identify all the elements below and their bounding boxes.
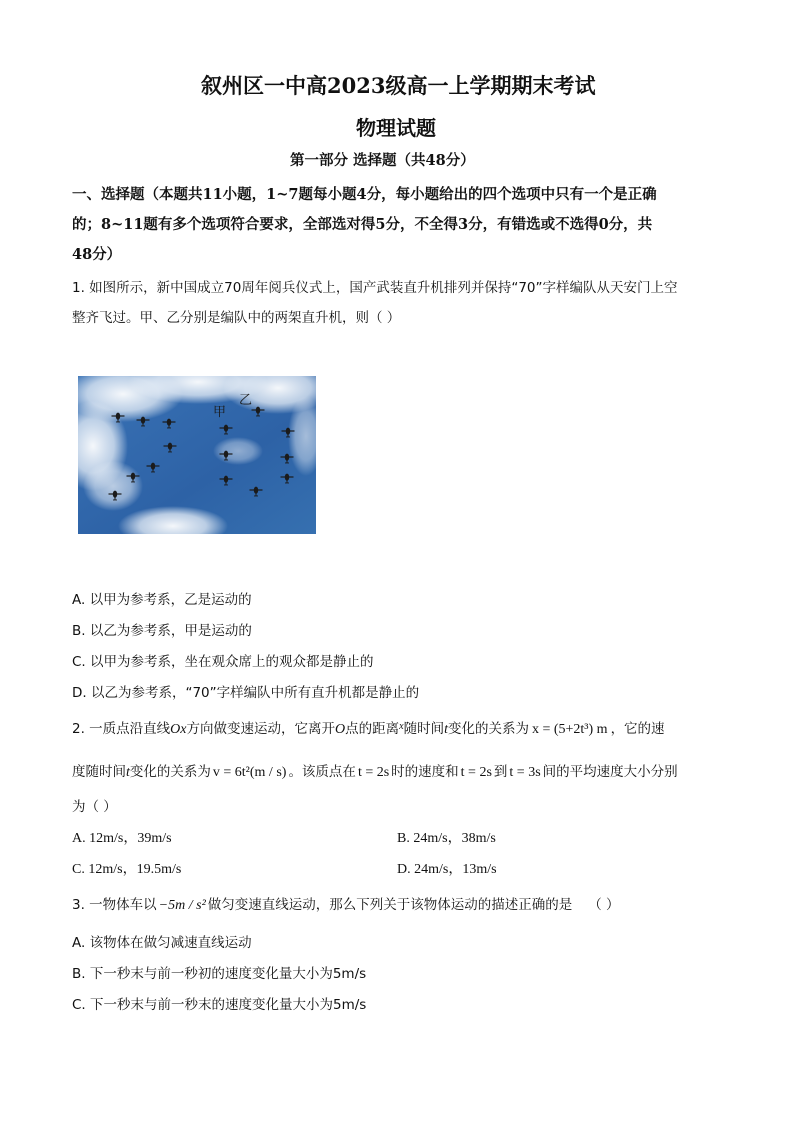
q2-time: t = 3s bbox=[509, 765, 541, 780]
q2-point: O bbox=[335, 722, 346, 737]
q3-stem bbox=[72, 893, 620, 914]
label-yi: 乙 bbox=[239, 393, 253, 408]
q3-option-c: C. 下一秒末与前一秒末的速度变化量大小为5m/s bbox=[72, 997, 367, 1013]
q3-option-b: B. 下一秒末与前一秒初的速度变化量大小为5m/s bbox=[72, 966, 367, 982]
q3-text: 做匀变速直线运动，那么下列关于该物体运动的描述正确的是 bbox=[207, 897, 573, 913]
q2-text: 时的速度和 bbox=[391, 764, 459, 780]
q2-option-b: B. 24m/s，38m/s bbox=[397, 831, 496, 846]
subject-title: 物理试题 bbox=[356, 116, 436, 140]
q2-text: 点的距离 bbox=[345, 721, 400, 737]
section-instruction-line2: 的；8~11题有多个选项符合要求，全部选对得5分，不全得3分，有错选或不选得0分，共 bbox=[72, 216, 653, 233]
q2-text: 到 bbox=[493, 764, 508, 780]
q2-axis: Ox bbox=[170, 722, 187, 737]
q1-stem-line2: 整齐飞过。甲、乙分别是编队中的两架直升机，则（ ） bbox=[72, 310, 401, 326]
q2-formula-x: x = (5+2t³) m bbox=[531, 722, 608, 737]
q3-answer-bracket: （ ） bbox=[588, 897, 620, 913]
q2-text: 变化的关系为 bbox=[129, 764, 211, 780]
q3-option-a: A. 该物体在做匀减速直线运动 bbox=[72, 935, 252, 951]
label-jia: 甲 bbox=[213, 405, 227, 420]
q3-text: 3. 一物体车以 bbox=[72, 897, 157, 913]
q2-text: 度随时间 bbox=[72, 764, 126, 780]
section-instruction-line3: 48分） bbox=[72, 246, 122, 263]
q2-time: t = 2s bbox=[357, 765, 390, 780]
q2-var: t bbox=[126, 765, 130, 780]
q2-option-d: D. 24m/s，13m/s bbox=[397, 862, 497, 877]
q2-stem-line2 bbox=[72, 760, 678, 781]
q1-option-d: D. 以乙为参考系，“70”字样编队中所有直升机都是静止的 bbox=[72, 685, 420, 701]
q2-text: 变化的关系为 bbox=[447, 721, 529, 737]
q2-text: 随时间 bbox=[403, 721, 445, 737]
q1-option-c: C. 以甲为参考系，坐在观众席上的观众都是静止的 bbox=[72, 654, 374, 670]
q2-var: x bbox=[399, 721, 404, 732]
q2-option-c: C. 12m/s，19.5m/s bbox=[72, 862, 182, 877]
section-instruction-line1: 一、选择题（本题共11小题，1~7题每小题4分，每小题给出的四个选项中只有一个是正确 bbox=[72, 186, 657, 203]
part-heading: 第一部分 选择题（共48分） bbox=[290, 152, 475, 169]
q2-stem-line3: 为（ ） bbox=[72, 799, 117, 815]
q2-var: t bbox=[444, 722, 448, 737]
q2-text: 。该质点在 bbox=[288, 764, 356, 780]
q1-option-a: A. 以甲为参考系，乙是运动的 bbox=[72, 592, 252, 608]
q2-stem-line1 bbox=[72, 717, 665, 738]
q2-text: 方向做变速运动，它离开 bbox=[186, 721, 335, 737]
q1-option-b: B. 以乙为参考系，甲是运动的 bbox=[72, 623, 252, 639]
q1-parade-photo bbox=[78, 376, 316, 534]
q2-text: ，它的速 bbox=[610, 721, 665, 737]
q2-time: t = 2s bbox=[460, 765, 492, 780]
q2-text: 间的平均速度大小分别 bbox=[542, 764, 678, 780]
exam-title: 叙州区一中高2023级高一上学期期末考试 bbox=[201, 73, 596, 98]
q2-formula-v: v = 6t²(m / s) bbox=[212, 765, 287, 780]
q3-acceleration: −5m / s² bbox=[158, 898, 206, 913]
q2-option-a: A. 12m/s，39m/s bbox=[72, 831, 172, 846]
q2-text: 2. 一质点沿直线 bbox=[72, 721, 171, 737]
q1-stem-line1: 1. 如图所示，新中国成立70周年阅兵仪式上，国产武装直升机排列并保持“70”字样编队从天安门上空 bbox=[72, 280, 678, 296]
